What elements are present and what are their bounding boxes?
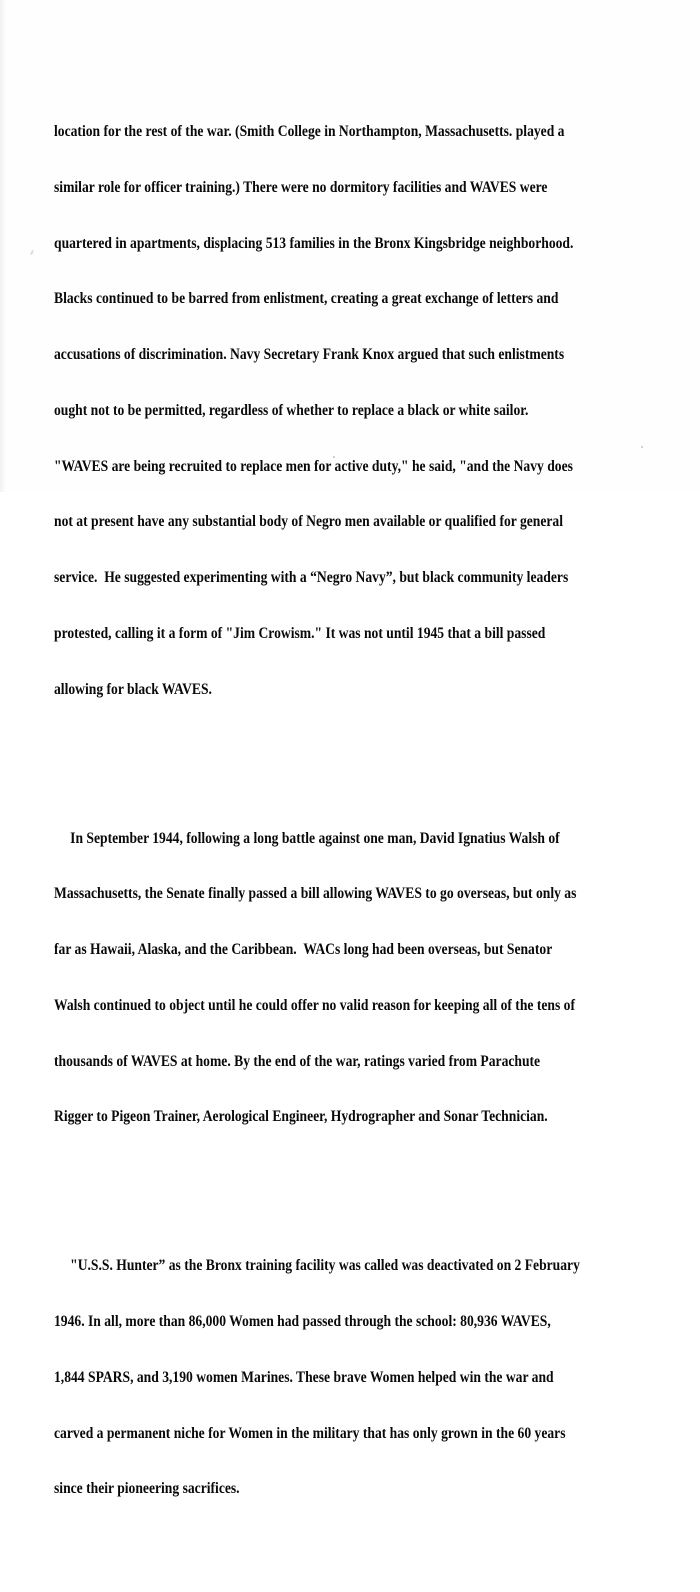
text-line: In September 1944, following a long battle against one man, David Ignatius Walsh of [70,829,560,847]
paragraph [54,792,580,1164]
text-line: not at present have any substantial body of Negro men available or qualified for general [54,513,564,531]
text-line: Rigger to Pigeon Trainer, Aerological Engineer, Hydrographer and Sonar Technician. [54,1108,548,1126]
scan-speck [333,456,335,458]
document-text [54,30,580,1592]
text-line: carved a permanent niche for Women in the military that has only grown in the 60 years [54,1424,566,1442]
text-line: accusations of discrimination. Navy Secretary Frank Knox argued that such enlistments [54,346,565,364]
text-line: since their pioneering sacrifices. [54,1480,240,1498]
text-line: 1,844 SPARS, and 3,190 women Marines. These brave Women helped win the war and [54,1368,554,1386]
text-line: quartered in apartments, displacing 513 families in the Bronx Kingsbridge neighborhood. [54,234,574,252]
text-line: location for the rest of the war. (Smith College in Northampton, Massachusetts. played a [54,122,565,140]
text-line: 1946. In all, more than 86,000 Women had passed through the school: 80,936 WAVES, [54,1312,551,1330]
text-line: Walsh continued to object until he could offer no valid reason for keeping all of the tens of [54,996,575,1014]
text-line: "U.S.S. Hunter” as the Bronx training facility was called was deactivated on 2 February [70,1257,580,1275]
text-line: thousands of WAVES at home. By the end of the war, ratings varied from Parachute [54,1052,541,1070]
text-line: Blacks continued to be barred from enlistment, creating a great exchange of letters and [54,290,559,308]
text-line: similar role for officer training.) There were no dormitory facilities and WAVES were [54,178,548,196]
scan-speck [641,446,644,449]
text-line: "WAVES are being recruited to replace men for active duty," he said, "and the Navy does [54,457,573,475]
text-line: allowing for black WAVES. [54,680,212,698]
text-line: protested, calling it a form of "Jim Crowism." It was not until 1945 that a bill passed [54,625,546,642]
paragraph [54,1220,580,1536]
paragraph [54,86,580,737]
scan-speck [30,250,34,255]
text-line: Massachusetts, the Senate finally passed a bill allowing WAVES to go overseas, but only as [54,885,577,903]
text-line: far as Hawaii, Alaska, and the Caribbean. WACs long had been overseas, but Senator [54,941,553,959]
text-line: service. He suggested experimenting with a “Negro Navy”, but black community leaders [54,569,569,587]
text-line: ought not to be permitted, regardless of whether to replace a black or white sailor. [54,401,529,419]
